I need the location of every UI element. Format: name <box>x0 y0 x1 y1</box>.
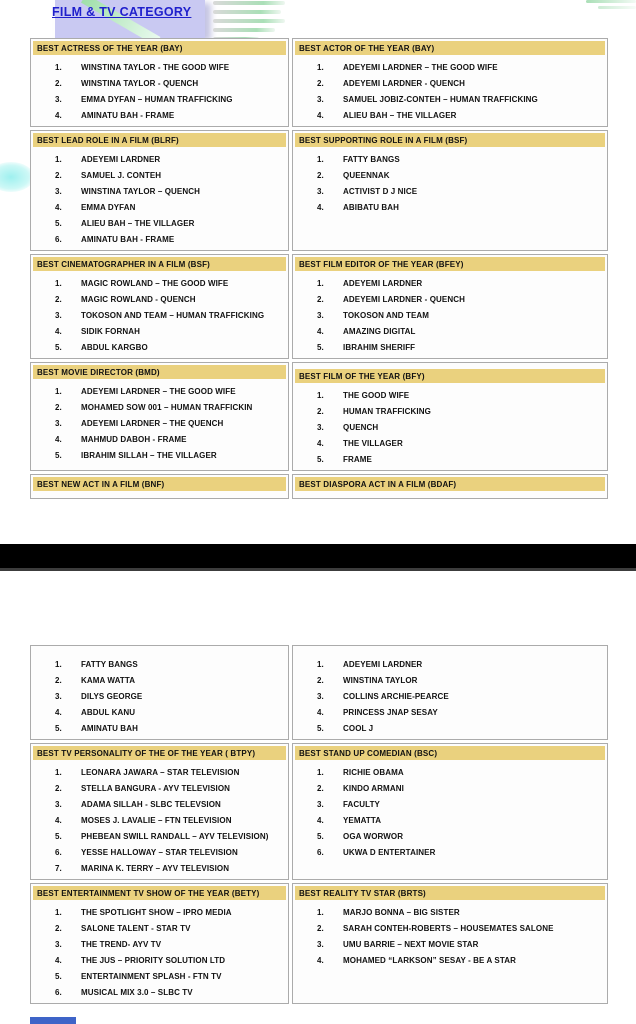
nominee-number: 5. <box>55 218 62 228</box>
nominee-number: 2. <box>55 402 62 412</box>
nominee-number: 5. <box>55 450 62 460</box>
nominee-item <box>31 447 284 463</box>
nominee-number: 2. <box>55 783 62 793</box>
nominee-item <box>293 75 603 91</box>
nominee-item <box>31 844 284 860</box>
nominee-item <box>293 828 603 844</box>
decorative-line <box>598 6 636 9</box>
category-box <box>30 130 289 251</box>
nominee-name: WINSTINA TAYLOR - QUENCH <box>81 78 199 88</box>
nominee-name: THE GOOD WIFE <box>343 390 410 400</box>
nominee-name: WINSTINA TAYLOR – QUENCH <box>81 186 200 196</box>
nominee-name: RICHIE OBAMA <box>343 767 404 777</box>
page-title: FILM & TV CATEGORY <box>52 5 192 19</box>
nominee-number: 1. <box>317 154 324 164</box>
decorative-line <box>213 1 285 5</box>
category-box <box>30 474 289 499</box>
nominee-name: AMINATU BAH - FRAME <box>81 234 175 244</box>
nominee-number: 3. <box>55 691 62 701</box>
nominee-list <box>31 273 288 358</box>
nominee-number: 1. <box>317 907 324 917</box>
nominee-number: 1. <box>55 154 62 164</box>
nominee-item <box>293 672 603 688</box>
category-box <box>30 38 289 127</box>
nominee-item <box>31 107 284 123</box>
nominee-number: 1. <box>55 767 62 777</box>
nominee-number: 5. <box>55 723 62 733</box>
category-box <box>292 883 608 1004</box>
film-category-table <box>30 38 608 502</box>
nominee-number: 2. <box>317 170 324 180</box>
nominee-list <box>293 149 607 218</box>
nominee-number: 2. <box>55 294 62 304</box>
nominee-name: FATTY BANGS <box>343 154 400 164</box>
nominee-item <box>293 151 603 167</box>
category-row <box>30 254 608 359</box>
nominee-number: 3. <box>55 310 62 320</box>
nominee-number: 5. <box>317 454 324 464</box>
nominee-number: 3. <box>317 310 324 320</box>
nominee-item <box>31 936 284 952</box>
nominee-list <box>31 493 288 498</box>
nominee-name: FRAME <box>343 454 372 464</box>
nominee-name: FACULTY <box>343 799 380 809</box>
nominee-item <box>31 764 284 780</box>
nominee-number: 3. <box>55 939 62 949</box>
category-header: BEST DIASPORA ACT IN A FILM (BDAF) <box>295 477 605 491</box>
category-box <box>292 362 608 471</box>
nominee-number: 2. <box>55 170 62 180</box>
nominee-name: ADEYEMI LARDNER - QUENCH <box>343 294 465 304</box>
nominee-item <box>31 291 284 307</box>
nominee-number: 2. <box>55 78 62 88</box>
nominee-item <box>293 936 603 952</box>
nominee-item <box>293 688 603 704</box>
nominee-number: 4. <box>55 110 62 120</box>
nominee-item <box>31 307 284 323</box>
nominee-name: QUEENNAK <box>343 170 390 180</box>
nominee-item <box>293 812 603 828</box>
nominee-name: EMMA DYFAN <box>81 202 136 212</box>
category-header: BEST SUPPORTING ROLE IN A FILM (BSF) <box>295 133 605 147</box>
nominee-item <box>31 323 284 339</box>
nominee-number: 1. <box>55 386 62 396</box>
category-box <box>292 130 608 251</box>
nominee-item <box>31 860 284 876</box>
nominee-number: 2. <box>317 406 324 416</box>
nominee-name: TOKOSON AND TEAM <box>343 310 430 320</box>
nominee-name: OGA WORWOR <box>343 831 404 841</box>
nominee-number: 4. <box>317 326 324 336</box>
category-header: BEST FILM OF THE YEAR (BFY) <box>295 369 605 383</box>
page-break-bar <box>0 544 636 571</box>
nominee-name: SAMUEL JOBIZ-CONTEH – HUMAN TRAFFICKING <box>343 94 538 104</box>
nominee-item <box>31 431 284 447</box>
nominee-name: SARAH CONTEH-ROBERTS – HOUSEMATES SALONE <box>343 923 554 933</box>
nominee-number: 4. <box>55 434 62 444</box>
nominee-number: 6. <box>317 847 324 857</box>
nominee-item <box>293 656 603 672</box>
nominee-number: 1. <box>317 390 324 400</box>
nominee-name: ALIEU BAH – THE VILLAGER <box>81 218 195 228</box>
nominee-number: 3. <box>55 799 62 809</box>
category-header: BEST ACTRESS OF THE YEAR (BAY) <box>33 41 286 55</box>
nominee-name: MAHMUD DABOH - FRAME <box>81 434 187 444</box>
nominee-item <box>31 780 284 796</box>
nominee-number: 2. <box>317 783 324 793</box>
nominee-number: 1. <box>55 659 62 669</box>
nominee-item <box>31 920 284 936</box>
nominee-number: 3. <box>317 186 324 196</box>
nominee-name: MARJO BONNA – BIG SISTER <box>343 907 460 917</box>
nominee-name: KAMA WATTA <box>81 675 136 685</box>
nominee-item <box>31 199 284 215</box>
nominee-number: 4. <box>55 202 62 212</box>
nominee-list <box>31 762 288 879</box>
category-box <box>292 254 608 359</box>
nominee-name: MAGIC ROWLAND – THE GOOD WIFE <box>81 278 229 288</box>
nominee-item <box>293 291 603 307</box>
nominee-number: 5. <box>55 342 62 352</box>
nominee-item <box>293 419 603 435</box>
nominee-name: KINDO ARMANI <box>343 783 404 793</box>
category-header: BEST NEW ACT IN A FILM (BNF) <box>33 477 286 491</box>
nominee-number: 2. <box>317 78 324 88</box>
nominee-item <box>293 780 603 796</box>
nominee-item <box>31 796 284 812</box>
nominee-item <box>31 812 284 828</box>
nominee-name: UKWA D ENTERTAINER <box>343 847 436 857</box>
nominee-name: IBRAHIM SILLAH – THE VILLAGER <box>81 450 217 460</box>
nominee-number: 4. <box>317 110 324 120</box>
category-row <box>30 38 608 127</box>
nominee-list <box>293 902 607 971</box>
nominee-item <box>31 183 284 199</box>
nominee-list <box>31 646 288 739</box>
nominee-list <box>293 273 607 358</box>
nominee-number: 3. <box>317 939 324 949</box>
nominee-name: PRINCESS JNAP SESAY <box>343 707 438 717</box>
nominee-number: 5. <box>55 831 62 841</box>
nominee-number: 1. <box>55 278 62 288</box>
nominee-item <box>31 656 284 672</box>
category-box <box>30 883 289 1004</box>
category-header: BEST FILM EDITOR OF THE YEAR (BFEY) <box>295 257 605 271</box>
nominee-number: 1. <box>317 659 324 669</box>
nominee-list <box>31 149 288 250</box>
nominee-name: EMMA DYFAN – HUMAN TRAFFICKING <box>81 94 233 104</box>
category-header: BEST MOVIE DIRECTOR (BMD) <box>33 365 286 379</box>
nominee-list <box>293 493 607 498</box>
nominee-name: THE SPOTLIGHT SHOW – IPRO MEDIA <box>81 907 232 917</box>
nominee-name: THE JUS – PRIORITY SOLUTION LTD <box>81 955 226 965</box>
nominee-number: 3. <box>317 691 324 701</box>
nominee-list <box>293 385 607 470</box>
nominee-number: 2. <box>317 294 324 304</box>
category-header: BEST CINEMATOGRAPHER IN A FILM (BSF) <box>33 257 286 271</box>
next-page-blue-edge <box>30 1017 76 1024</box>
nominee-name: ABDUL KARGBO <box>81 342 148 352</box>
nominee-number: 3. <box>317 94 324 104</box>
nominee-number: 5. <box>317 342 324 352</box>
nominee-list <box>31 57 288 126</box>
nominee-name: YEMATTA <box>343 815 382 825</box>
nominee-name: THE VILLAGER <box>343 438 403 448</box>
nominee-name: IBRAHIM SHERIFF <box>343 342 416 352</box>
category-box <box>292 38 608 127</box>
nominee-item <box>293 107 603 123</box>
nominee-item <box>31 968 284 984</box>
nominee-number: 1. <box>317 767 324 777</box>
nominee-item <box>293 307 603 323</box>
category-header: BEST ACTOR OF THE YEAR (BAY) <box>295 41 605 55</box>
nominee-item <box>293 275 603 291</box>
nominee-name: FATTY BANGS <box>81 659 138 669</box>
nominee-number: 4. <box>55 707 62 717</box>
category-row <box>30 883 608 1004</box>
nominee-item <box>31 720 284 736</box>
nominee-item <box>31 904 284 920</box>
category-header: BEST STAND UP COMEDIAN (BSC) <box>295 746 605 760</box>
nominee-item <box>293 91 603 107</box>
nominee-item <box>293 704 603 720</box>
nominee-name: MOHAMED SOW 001 – HUMAN TRAFFICKIN <box>81 402 253 412</box>
nominee-number: 4. <box>55 815 62 825</box>
nominee-name: ADEYEMI LARDNER – THE GOOD WIFE <box>343 62 498 72</box>
category-header: BEST LEAD ROLE IN A FILM (BLRF) <box>33 133 286 147</box>
decorative-line <box>213 28 275 32</box>
nominee-item <box>293 323 603 339</box>
nominee-number: 4. <box>317 202 324 212</box>
nominee-item <box>293 183 603 199</box>
nominee-number: 5. <box>317 723 324 733</box>
nominee-number: 3. <box>317 422 324 432</box>
nominee-item <box>31 215 284 231</box>
nominee-number: 3. <box>55 94 62 104</box>
nominee-item <box>31 984 284 1000</box>
category-header: BEST ENTERTAINMENT TV SHOW OF THE YEAR (BETY) <box>33 886 286 900</box>
nominee-item <box>293 403 603 419</box>
nominee-name: ADEYEMI LARDNER <box>343 659 423 669</box>
nominee-item <box>293 59 603 75</box>
nominee-item <box>293 451 603 467</box>
nominee-name: COOL J <box>343 723 374 733</box>
nominee-number: 4. <box>317 438 324 448</box>
nominee-item <box>293 167 603 183</box>
category-box <box>292 645 608 740</box>
nominee-item <box>31 828 284 844</box>
nominee-item <box>31 415 284 431</box>
nominee-number: 5. <box>317 831 324 841</box>
nominee-name: UMU BARRIE – NEXT MOVIE STAR <box>343 939 479 949</box>
nominee-name: ADEYEMI LARDNER – THE GOOD WIFE <box>81 386 236 396</box>
nominee-name: AMAZING DIGITAL <box>343 326 416 336</box>
nominee-number: 2. <box>317 675 324 685</box>
category-box <box>292 743 608 880</box>
category-box <box>30 743 289 880</box>
nominee-item <box>293 199 603 215</box>
nominee-item <box>31 952 284 968</box>
category-box <box>30 362 289 471</box>
nominee-name: ADEYEMI LARDNER <box>343 278 423 288</box>
nominee-name: ADEYEMI LARDNER – THE QUENCH <box>81 418 224 428</box>
nominee-item <box>31 151 284 167</box>
nominee-name: SALONE TALENT - STAR TV <box>81 923 191 933</box>
nominee-name: WINSTINA TAYLOR <box>343 675 418 685</box>
category-row <box>30 130 608 251</box>
nominee-list <box>31 381 288 466</box>
category-box <box>30 645 289 740</box>
nominee-name: ALIEU BAH – THE VILLAGER <box>343 110 457 120</box>
nominee-list <box>293 57 607 126</box>
nominee-number: 1. <box>55 62 62 72</box>
nominee-item <box>293 764 603 780</box>
nominee-number: 7. <box>55 863 62 873</box>
nominee-list <box>293 762 607 863</box>
tv-category-table <box>30 645 608 1007</box>
nominee-item <box>31 672 284 688</box>
nominee-name: YESSE HALLOWAY – STAR TELEVISION <box>81 847 238 857</box>
nominee-number: 2. <box>55 675 62 685</box>
nominee-name: ADEYEMI LARDNER - QUENCH <box>343 78 465 88</box>
nominee-number: 4. <box>55 326 62 336</box>
nominee-number: 6. <box>55 847 62 857</box>
nominee-name: PHEBEAN SWILL RANDALL – AYV TELEVISION) <box>81 831 269 841</box>
nominee-name: ADEYEMI LARDNER <box>81 154 161 164</box>
decorative-line <box>213 19 285 23</box>
nominee-item <box>31 59 284 75</box>
nominee-name: MARINA K. TERRY – AYV TELEVISION <box>81 863 230 873</box>
nominee-item <box>31 91 284 107</box>
cyan-blob-shape <box>0 162 34 192</box>
nominee-number: 4. <box>55 955 62 965</box>
nominee-name: QUENCH <box>343 422 379 432</box>
nominee-item <box>293 952 603 968</box>
nominee-name: STELLA BANGURA - AYV TELEVISION <box>81 783 231 793</box>
nominee-name: AMINATU BAH <box>81 723 138 733</box>
category-row <box>30 645 608 740</box>
category-header: BEST REALITY TV STAR (BRTS) <box>295 886 605 900</box>
nominee-number: 1. <box>317 278 324 288</box>
nominee-name: SIDIK FORNAH <box>81 326 140 336</box>
nominee-number: 3. <box>55 418 62 428</box>
nominee-item <box>293 904 603 920</box>
nominee-name: ACTIVIST D J NICE <box>343 186 418 196</box>
decorative-line <box>213 10 281 14</box>
nominee-number: 3. <box>55 186 62 196</box>
nominee-number: 4. <box>317 955 324 965</box>
nominee-item <box>293 796 603 812</box>
nominee-item <box>31 704 284 720</box>
nominee-number: 6. <box>55 234 62 244</box>
nominee-item <box>293 435 603 451</box>
category-row <box>30 474 608 499</box>
nominee-name: MOSES J. LAVALIE – FTN TELEVISION <box>81 815 232 825</box>
nominee-name: TOKOSON AND TEAM – HUMAN TRAFFICKING <box>81 310 265 320</box>
category-row <box>30 362 608 471</box>
category-box <box>30 254 289 359</box>
nominee-name: HUMAN TRAFFICKING <box>343 406 431 416</box>
nominee-item <box>293 920 603 936</box>
nominee-name: ABIBATU BAH <box>343 202 400 212</box>
nominee-item <box>31 399 284 415</box>
category-box <box>292 474 608 499</box>
nominee-item <box>293 339 603 355</box>
nominee-number: 4. <box>317 707 324 717</box>
nominee-item <box>31 275 284 291</box>
nominee-number: 2. <box>55 923 62 933</box>
nominee-number: 5. <box>55 971 62 981</box>
nominee-name: MOHAMED “LARKSON” SESAY - BE A STAR <box>343 955 516 965</box>
nominee-number: 2. <box>317 923 324 933</box>
nominee-item <box>293 844 603 860</box>
category-row <box>30 743 608 880</box>
nominee-name: ADAMA SILLAH - SLBC TELEVSION <box>81 799 221 809</box>
nominee-name: ENTERTAINMENT SPLASH - FTN TV <box>81 971 222 981</box>
nominee-item <box>31 688 284 704</box>
nominee-number: 1. <box>55 907 62 917</box>
nominee-item <box>31 231 284 247</box>
category-header: BEST TV PERSONALITY OF THE OF THE YEAR ( BTPY) <box>33 746 286 760</box>
nominee-name: THE TREND- AYV TV <box>81 939 162 949</box>
nominee-name: SAMUEL J. CONTEH <box>81 170 162 180</box>
nominee-name: LEONARA JAWARA – STAR TELEVISION <box>81 767 240 777</box>
nominee-name: WINSTINA TAYLOR - THE GOOD WIFE <box>81 62 230 72</box>
nominee-name: ABDUL KANU <box>81 707 136 717</box>
nominee-name: AMINATU BAH - FRAME <box>81 110 175 120</box>
nominee-number: 6. <box>55 987 62 997</box>
nominee-number: 3. <box>317 799 324 809</box>
nominee-item <box>31 339 284 355</box>
nominee-name: COLLINS ARCHIE-PEARCE <box>343 691 449 701</box>
nominee-item <box>31 167 284 183</box>
nominee-list <box>293 646 607 739</box>
nominee-item <box>293 387 603 403</box>
nominee-item <box>31 75 284 91</box>
nominee-number: 4. <box>317 815 324 825</box>
nominee-name: MUSICAL MIX 3.0 – SLBC TV <box>81 987 193 997</box>
nominee-number: 1. <box>317 62 324 72</box>
nominee-item <box>31 383 284 399</box>
nominee-name: DILYS GEORGE <box>81 691 143 701</box>
nominee-list <box>31 902 288 1003</box>
decorative-line <box>586 0 636 3</box>
nominee-name: MAGIC ROWLAND - QUENCH <box>81 294 196 304</box>
nominee-item <box>293 720 603 736</box>
